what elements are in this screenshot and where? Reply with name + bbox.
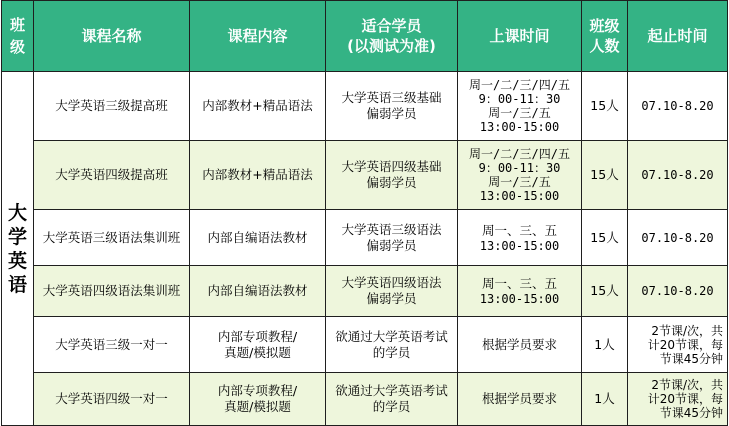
class-time: 周一、三、五 13:00-15:00 [458,210,582,266]
header-class-time: 上课时间 [458,1,582,72]
audience: 欲通过大学英语考试 的学员 [326,317,458,373]
course-content: 内部自编语法教材 [190,266,326,317]
category-cell: 大学英语 [2,72,34,426]
header-class: 班级 [2,1,34,72]
audience: 大学英语三级基础 偏弱学员 [326,72,458,141]
class-size: 15人 [582,210,628,266]
course-name: 大学英语三级语法集训班 [34,210,190,266]
class-time: 周一/二/三/四/五 9：00-11：30 周一/三/五 13:00-15:00 [458,72,582,141]
period: 2节课/次，共 计20节课，每 节课45分钟 [628,317,728,373]
table-row [2,317,728,373]
class-size: 1人 [582,373,628,426]
period: 07.10-8.20 [628,72,728,141]
course-content: 内部专项教程/ 真题/模拟题 [190,373,326,426]
course-name: 大学英语三级提高班 [34,72,190,141]
table-row [2,72,728,141]
table-row [2,210,728,266]
audience: 欲通过大学英语考试 的学员 [326,373,458,426]
course-name: 大学英语三级一对一 [34,317,190,373]
header-period: 起止时间 [628,1,728,72]
course-content: 内部自编语法教材 [190,210,326,266]
header-audience: 适合学员 (以测试为准) [326,1,458,72]
period: 07.10-8.20 [628,141,728,210]
period: 2节课/次，共 计20节课，每 节课45分钟 [628,373,728,426]
class-time: 根据学员要求 [458,373,582,426]
audience: 大学英语三级语法 偏弱学员 [326,210,458,266]
course-name: 大学英语四级提高班 [34,141,190,210]
period: 07.10-8.20 [628,210,728,266]
header-course-content: 课程内容 [190,1,326,72]
class-size: 15人 [582,266,628,317]
class-time: 周一/二/三/四/五 9：00-11：30 周一/三/五 13:00-15:00 [458,141,582,210]
course-content: 内部专项教程/ 真题/模拟题 [190,317,326,373]
course-name: 大学英语四级语法集训班 [34,266,190,317]
header-class-size: 班级 人数 [582,1,628,72]
class-size: 15人 [582,72,628,141]
table-row [2,141,728,210]
class-time: 周一、三、五 13:00-15:00 [458,266,582,317]
table-row [2,373,728,426]
class-size: 15人 [582,141,628,210]
period: 07.10-8.20 [628,266,728,317]
header-course-name: 课程名称 [34,1,190,72]
class-time: 根据学员要求 [458,317,582,373]
header-row [2,1,728,72]
course-content: 内部教材+精品语法 [190,141,326,210]
class-size: 1人 [582,317,628,373]
course-schedule-table [1,0,728,426]
table-row [2,266,728,317]
audience: 大学英语四级语法 偏弱学员 [326,266,458,317]
course-content: 内部教材+精品语法 [190,72,326,141]
audience: 大学英语四级基础 偏弱学员 [326,141,458,210]
course-name: 大学英语四级一对一 [34,373,190,426]
